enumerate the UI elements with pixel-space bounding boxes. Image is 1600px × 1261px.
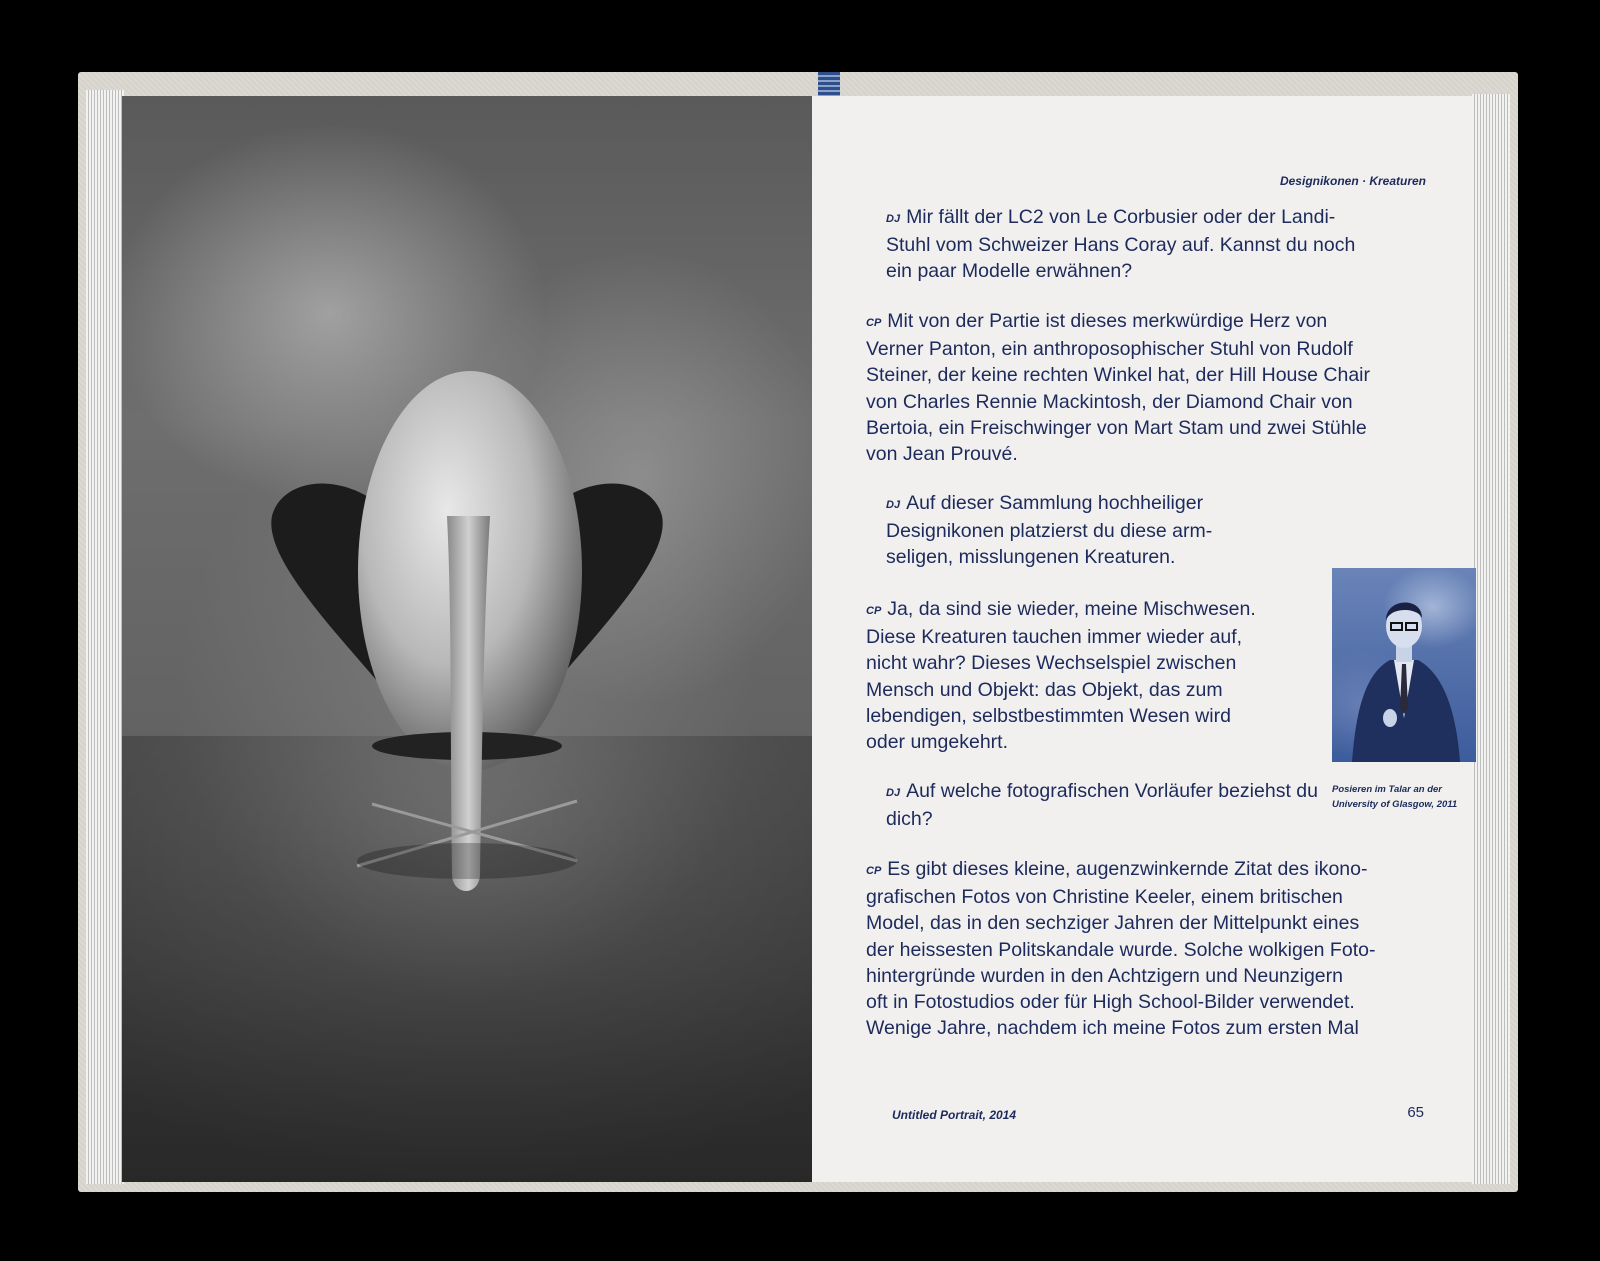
running-head: Designikonen · Kreaturen xyxy=(1279,174,1426,188)
paragraph-dj-1: DJ Mir fällt der LC2 von Le Corbusier oder der Landi- Stuhl vom Schweizer Hans Coray auf. Kannst du noch ein paar Modelle erwähnen? xyxy=(886,206,1356,283)
speaker-tag: CP xyxy=(866,317,882,329)
speaker-tag: CP xyxy=(866,605,882,617)
page-number: 65 xyxy=(1407,1104,1424,1121)
right-page-text xyxy=(812,96,1472,1182)
paragraph-dj-2: DJ Auf dieser Sammlung hochheiliger Designikonen platzierst du diese arm- seligen, misslungenen Kreaturen. xyxy=(886,492,1213,569)
open-book xyxy=(78,72,1518,1192)
footer-title: Untitled Portrait, 2014 xyxy=(892,1108,1017,1122)
paragraph-cp-1: CP Mit von der Partie ist dieses merkwürdige Herz von Verner Panton, ein anthroposophischer Stuhl von Rudolf Steiner, der keine rechten Winkel hat, der Hill House Chair von Charles Rennie Mackintosh, der Diamond Chair von Bertoia, ein Freischwinger von Mart Stam und zwei Stühle von Jean Prouvé. xyxy=(866,310,1370,466)
speaker-tag: DJ xyxy=(886,499,901,511)
graduate-figure-illustration xyxy=(1332,568,1476,762)
speaker-tag: CP xyxy=(866,865,882,877)
page-edges-right xyxy=(1472,94,1510,1184)
left-page-photo xyxy=(122,96,812,1182)
speaker-tag: DJ xyxy=(886,213,901,225)
portrait-photo xyxy=(1332,568,1476,762)
page-edges-left xyxy=(86,90,124,1184)
portrait-caption: Posieren im Talar an der University of Glasgow, 2011 xyxy=(1332,784,1458,810)
speaker-tag: DJ xyxy=(886,787,901,799)
paragraph-cp-3: CP Es gibt dieses kleine, augenzwinkernde Zitat des ikono- grafischen Fotos von Christine Keeler, einem britischen Model, das in den sechziger Jahren der Mittelpunkt eines der heissesten Politskandale wurde. Solche wolkigen Foto- hintergründe wurden in den Achtzigern und Neunzigern oft in Fotostudios oder für High School-Bilder verwendet. Wenige Jahre, nachdem ich meine Fotos zum ersten Mal xyxy=(866,858,1376,1040)
paragraph-cp-2: CP Ja, da sind sie wieder, meine Mischwesen. Diese Kreaturen tauchen immer wieder auf, nicht wahr? Dieses Wechselspiel zwischen Mensch und Objekt: das Objekt, das zum lebendigen, selbstbestimmten Wesen wird oder umgekehrt. xyxy=(866,598,1256,754)
paragraph-dj-3: DJ Auf welche fotografischen Vorläufer beziehst du dich? xyxy=(886,780,1318,831)
chair-photo-illustration xyxy=(122,96,812,1182)
